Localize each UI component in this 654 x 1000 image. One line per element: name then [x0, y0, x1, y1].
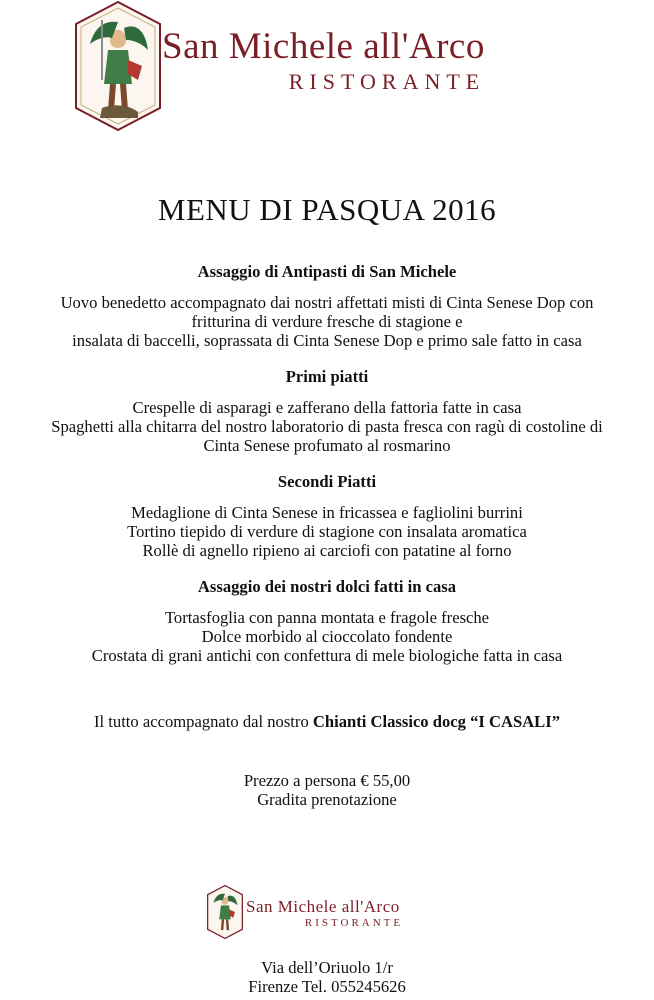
wine-pairing [0, 712, 654, 732]
section-heading: Primi piatti [285, 367, 369, 386]
section-heading: Secondi Piatti [277, 472, 377, 491]
menu [0, 262, 654, 682]
dish-line: Uovo benedetto accompagnato dai nostri affettati misti di Cinta Senese Dop con [60, 293, 594, 312]
menu-section-dolci [0, 577, 654, 665]
menu-section-antipasti [0, 262, 654, 350]
brand-name: San Michele all'Arco [162, 26, 485, 67]
price-block [0, 771, 654, 809]
wine-prefix: Il tutto accompagnato dal nostro [94, 712, 313, 731]
reservation-note: Gradita prenotazione [257, 790, 397, 809]
dish-line: fritturina di verdure fresche di stagione e [191, 312, 463, 331]
dish-line: Crespelle di asparagi e zafferano della fattoria fatte in casa [132, 398, 522, 417]
dish-line: insalata di baccelli, soprassata di Cinta Senese Dop e primo sale fatto in casa [72, 331, 582, 350]
brand-subtitle: RISTORANTE [288, 69, 486, 94]
dish-line: Crostata di grani antichi con confettura di mele biologiche fatta in casa [91, 646, 563, 665]
menu-section-secondi [0, 472, 654, 560]
wine-name: Chianti Classico docg “I CASALI” [312, 712, 560, 731]
dish-line: Rollè di agnello ripieno ai carciofi con patatine al forno [142, 541, 512, 560]
street-address: Via dell’Oriuolo 1/r [261, 958, 393, 977]
dish-line: Cinta Senese profumato al rosmarino [203, 436, 451, 455]
section-heading: Assaggio di Antipasti di San Michele [197, 262, 457, 281]
page-title: MENU DI PASQUA 2016 [157, 192, 497, 227]
price-line: Prezzo a persona € 55,00 [243, 771, 411, 790]
footer-brand-subtitle: RISTORANTE [304, 917, 404, 929]
dish-line: Medaglione di Cinta Senese in fricassea e fagliolini burrini [131, 503, 523, 522]
footer-brand-name: San Michele all'Arco [246, 897, 400, 916]
archangel-michael-emblem-icon [206, 884, 244, 940]
menu-section-primi [0, 367, 654, 455]
city-phone: Firenze Tel. 055245626 [248, 977, 406, 996]
footer-brand-block [246, 898, 466, 929]
section-heading: Assaggio dei nostri dolci fatti in casa [197, 577, 457, 596]
dish-line: Spaghetti alla chitarra del nostro laboratorio di pasta fresca con ragù di costoline di [51, 417, 603, 436]
brand-block [162, 28, 582, 95]
dish-line: Tortino tiepido di verdure di stagione con insalata aromatica [127, 522, 527, 541]
dish-line: Tortasfoglia con panna montata e fragole fresche [164, 608, 490, 627]
address-block [0, 958, 654, 996]
archangel-michael-emblem-icon [72, 0, 164, 132]
dish-line: Dolce morbido al cioccolato fondente [201, 627, 453, 646]
